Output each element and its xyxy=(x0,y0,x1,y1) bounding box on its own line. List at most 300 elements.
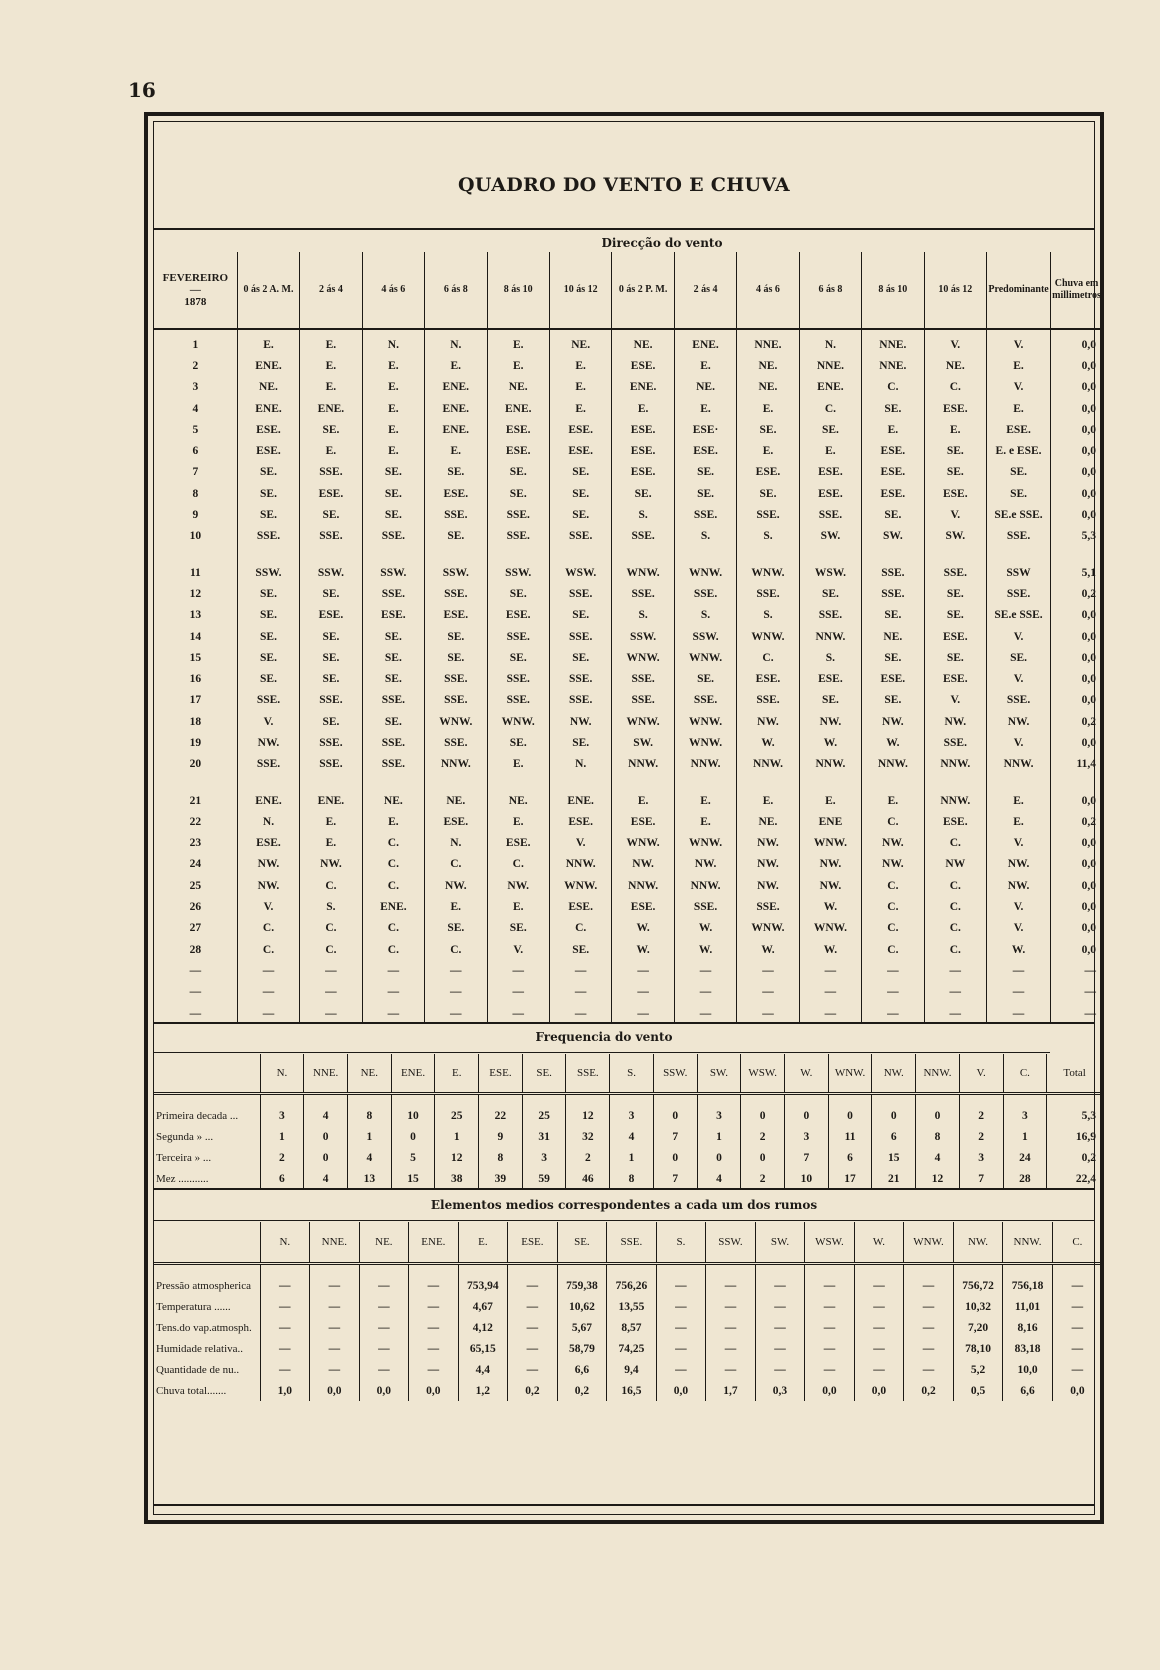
dash-cell: — xyxy=(549,1003,611,1024)
direction-cell: SE. xyxy=(487,732,549,753)
direction-cell: NW. xyxy=(799,854,861,875)
elements-cell: — xyxy=(755,1296,805,1317)
direction-cell: SSW. xyxy=(300,562,362,583)
direction-cell: SE. xyxy=(737,483,799,504)
direction-cell: SSE. xyxy=(799,504,861,525)
predominant-cell: V. xyxy=(987,668,1051,689)
elements-cell: 11,01 xyxy=(1003,1296,1053,1317)
direction-cell: SE. xyxy=(924,583,986,604)
direction-cell: C. xyxy=(425,939,487,960)
elements-cell: 8,57 xyxy=(607,1317,657,1338)
direction-cell: E. xyxy=(487,355,549,376)
direction-cell: SSE. xyxy=(549,626,611,647)
direction-cell: E. xyxy=(487,329,549,355)
elements-cell: — xyxy=(409,1264,459,1297)
direction-cell: NNE. xyxy=(862,355,924,376)
frequency-cell: 8 xyxy=(610,1168,654,1189)
direction-cell: SSE. xyxy=(612,690,674,711)
dash-cell: — xyxy=(924,1003,986,1024)
empty-day-row xyxy=(154,960,1102,981)
elements-cell: 0,2 xyxy=(904,1380,954,1401)
direction-cell: SE. xyxy=(425,462,487,483)
dash-cell: — xyxy=(154,1003,237,1024)
direction-cell: SW. xyxy=(862,526,924,547)
frequency-cell: 1 xyxy=(435,1126,479,1147)
direction-cell: SSE. xyxy=(674,583,736,604)
elements-cell: — xyxy=(706,1359,756,1380)
frequency-cell: 25 xyxy=(435,1094,479,1127)
direction-cell: SSE. xyxy=(924,562,986,583)
interval-header: 0 ás 2 A. M. xyxy=(237,252,299,329)
frequency-cell: 3 xyxy=(697,1094,741,1127)
frequency-cell: 1 xyxy=(1003,1126,1047,1147)
direction-cell: E. xyxy=(425,896,487,917)
gap-cell xyxy=(612,547,674,562)
elements-cell: — xyxy=(260,1359,310,1380)
direction-cell: NE. xyxy=(612,329,674,355)
day-row xyxy=(154,626,1102,647)
frequency-cell: 6 xyxy=(260,1168,304,1189)
direction-cell: E. xyxy=(737,398,799,419)
direction-cell: W. xyxy=(612,939,674,960)
direction-cell: SE. xyxy=(300,668,362,689)
frequency-cell: 25 xyxy=(522,1094,566,1127)
direction-cell: NW. xyxy=(799,875,861,896)
predominant-cell: V. xyxy=(987,833,1051,854)
day-number: 19 xyxy=(154,732,237,753)
direction-cell: ESE. xyxy=(362,605,424,626)
elements-row xyxy=(154,1338,1102,1359)
elements-cell: — xyxy=(755,1317,805,1338)
direction-cell: ESE. xyxy=(425,811,487,832)
direction-cell: NE. xyxy=(237,377,299,398)
direction-cell: SE. xyxy=(237,647,299,668)
elements-row xyxy=(154,1296,1102,1317)
month-label: FEVEREIRO xyxy=(162,272,229,284)
frequency-cell: 0 xyxy=(304,1147,348,1168)
elements-cell: — xyxy=(1071,1342,1084,1355)
direction-cell: SSW. xyxy=(487,562,549,583)
elements-direction-header: SSW. xyxy=(706,1222,756,1264)
direction-cell: S. xyxy=(674,526,736,547)
dash-cell: — xyxy=(862,982,924,1003)
direction-cell: E. xyxy=(300,377,362,398)
direction-cell: SE. xyxy=(300,626,362,647)
direction-cell: C. xyxy=(425,854,487,875)
direction-cell: C. xyxy=(487,854,549,875)
predominant-cell: E. xyxy=(987,398,1051,419)
dash-cell: — xyxy=(862,1003,924,1024)
direction-cell: C. xyxy=(799,398,861,419)
elements-cell: — xyxy=(260,1296,310,1317)
gap-cell xyxy=(362,547,424,562)
direction-cell: NW. xyxy=(862,711,924,732)
direction-cell: WNW. xyxy=(425,711,487,732)
direction-cell: NNE. xyxy=(862,329,924,355)
predominant-cell: SE.e SSE. xyxy=(987,605,1051,626)
direction-cell: NW. xyxy=(737,875,799,896)
direction-cell: SSE. xyxy=(612,583,674,604)
frequency-direction-header: WSW. xyxy=(741,1054,785,1094)
direction-cell: WNW. xyxy=(487,711,549,732)
direction-cell: C. xyxy=(300,939,362,960)
direction-cell: ENE xyxy=(799,811,861,832)
gap-cell xyxy=(862,547,924,562)
elements-direction-header: NE. xyxy=(359,1222,409,1264)
direction-cell: SSE. xyxy=(237,690,299,711)
direction-cell: NNW. xyxy=(425,754,487,775)
direction-cell: ENE. xyxy=(362,896,424,917)
frequency-direction-header: NW. xyxy=(872,1054,916,1094)
dash-cell: — xyxy=(425,1003,487,1024)
elements-cell: 10,32 xyxy=(953,1296,1003,1317)
rain-cell: 0,0 xyxy=(1081,858,1096,871)
interval-header: 6 ás 8 xyxy=(799,252,861,329)
day-row xyxy=(154,754,1102,775)
direction-cell: SE. xyxy=(674,668,736,689)
elements-direction-header: WNW. xyxy=(904,1222,954,1264)
elements-cell: 0,0 xyxy=(409,1380,459,1401)
direction-cell: SE. xyxy=(549,605,611,626)
direction-cell: SE. xyxy=(362,711,424,732)
gap-cell xyxy=(300,547,362,562)
elements-row-label: Chuva total....... xyxy=(154,1380,260,1401)
rain-cell: 0,0 xyxy=(1081,673,1096,686)
elements-cell: 756,72 xyxy=(953,1264,1003,1297)
direction-cell: SSW. xyxy=(362,562,424,583)
dash-cell: — xyxy=(799,982,861,1003)
direction-cell: E. xyxy=(487,811,549,832)
dash-cell: — xyxy=(1084,964,1096,977)
elements-cell: 10,0 xyxy=(1003,1359,1053,1380)
elements-cell: — xyxy=(904,1296,954,1317)
elements-cell: — xyxy=(755,1264,805,1297)
elements-cell: 1,7 xyxy=(706,1380,756,1401)
frequency-cell: 24 xyxy=(1003,1147,1047,1168)
direction-cell: ENE. xyxy=(237,790,299,811)
frequency-total-cell: 0,2 xyxy=(1081,1151,1096,1164)
direction-cell: C. xyxy=(862,875,924,896)
direction-cell: SSW. xyxy=(425,562,487,583)
gap-cell xyxy=(612,775,674,790)
direction-cell: WNW. xyxy=(674,732,736,753)
direction-cell: N. xyxy=(425,833,487,854)
direction-cell: SSW. xyxy=(674,626,736,647)
predominant-cell: NW. xyxy=(987,875,1051,896)
frequency-cell: 0 xyxy=(391,1126,435,1147)
empty-day-row xyxy=(154,1003,1102,1024)
direction-cell: SE. xyxy=(425,626,487,647)
frequency-cell: 2 xyxy=(959,1094,1003,1127)
direction-cell: E. xyxy=(862,419,924,440)
day-number: 17 xyxy=(154,690,237,711)
page-number: 16 xyxy=(128,78,156,102)
direction-cell: SE. xyxy=(362,647,424,668)
frequency-cell: 1 xyxy=(610,1147,654,1168)
direction-cell: E. xyxy=(300,811,362,832)
direction-cell: ESE. xyxy=(862,668,924,689)
elements-cell: — xyxy=(805,1264,855,1297)
dash-cell: — xyxy=(987,1003,1051,1024)
elements-cell: 16,5 xyxy=(607,1380,657,1401)
direction-cell: NW. xyxy=(799,711,861,732)
frequency-cell: 3 xyxy=(785,1126,829,1147)
direction-cell: WNW. xyxy=(612,562,674,583)
frequency-row-label: Mez ........... xyxy=(154,1168,260,1189)
direction-cell: SE. xyxy=(924,647,986,668)
direction-cell: SE. xyxy=(612,483,674,504)
direction-cell: NNW. xyxy=(799,754,861,775)
direction-cell: NE. xyxy=(737,811,799,832)
dash-cell: — xyxy=(300,960,362,981)
frequency-cell: 8 xyxy=(479,1147,523,1168)
dash-cell: — xyxy=(1084,1007,1096,1020)
direction-cell: SE. xyxy=(300,711,362,732)
frequency-cell: 12 xyxy=(566,1094,610,1127)
predominant-cell: NW. xyxy=(987,854,1051,875)
dash-cell: — xyxy=(674,1003,736,1024)
direction-cell: E. xyxy=(425,440,487,461)
frequency-row-label: Primeira decada ... xyxy=(154,1094,260,1127)
rain-cell: 0,0 xyxy=(1081,338,1096,351)
rain-cell: 0,0 xyxy=(1081,694,1096,707)
gap-cell xyxy=(487,775,549,790)
direction-cell: WNW. xyxy=(737,626,799,647)
dash-cell: — xyxy=(612,982,674,1003)
elements-cell: — xyxy=(904,1264,954,1297)
direction-cell: C. xyxy=(862,811,924,832)
elements-cell: — xyxy=(904,1317,954,1338)
rain-cell: 0,0 xyxy=(1081,509,1096,522)
direction-cell: SE. xyxy=(549,504,611,525)
frequency-direction-header: C. xyxy=(1003,1054,1047,1094)
predominant-cell: E. xyxy=(987,811,1051,832)
dash-cell: — xyxy=(737,1003,799,1024)
rain-cell: 0,0 xyxy=(1081,402,1096,415)
frequency-direction-header: SSW. xyxy=(653,1054,697,1094)
day-number: 8 xyxy=(154,483,237,504)
rain-cell: 0,0 xyxy=(1081,901,1096,914)
dash-cell: — xyxy=(300,982,362,1003)
direction-cell: NE. xyxy=(362,790,424,811)
direction-cell: V. xyxy=(487,939,549,960)
day-row xyxy=(154,605,1102,626)
elements-cell: — xyxy=(706,1317,756,1338)
predominant-cell: V. xyxy=(987,732,1051,753)
elements-direction-header: N. xyxy=(260,1222,310,1264)
direction-cell: W. xyxy=(799,939,861,960)
elements-direction-header: NW. xyxy=(953,1222,1003,1264)
rain-cell: 0,0 xyxy=(1081,943,1096,956)
direction-cell: E. xyxy=(799,790,861,811)
direction-cell: E. xyxy=(737,440,799,461)
frequency-cell: 6 xyxy=(828,1147,872,1168)
elements-cell: — xyxy=(706,1338,756,1359)
gap-cell xyxy=(987,547,1051,562)
direction-cell: C. xyxy=(300,875,362,896)
day-number: 23 xyxy=(154,833,237,854)
day-row xyxy=(154,790,1102,811)
day-number: 13 xyxy=(154,605,237,626)
frequency-total-header: Total xyxy=(1047,1054,1102,1094)
direction-cell: ESE. xyxy=(612,355,674,376)
direction-cell: SE. xyxy=(799,583,861,604)
dash-cell: — xyxy=(924,960,986,981)
rain-cell: 0,0 xyxy=(1081,736,1096,749)
predominant-cell: SSE. xyxy=(987,690,1051,711)
elements-cell: — xyxy=(805,1317,855,1338)
direction-cell: SSE. xyxy=(612,668,674,689)
direction-cell: E. xyxy=(674,790,736,811)
direction-cell: SE. xyxy=(237,605,299,626)
direction-cell: E. xyxy=(799,440,861,461)
gap-cell xyxy=(362,775,424,790)
gap-cell xyxy=(487,547,549,562)
frequency-cell: 3 xyxy=(959,1147,1003,1168)
direction-cell: NNE. xyxy=(799,355,861,376)
dash-cell: — xyxy=(487,982,549,1003)
direction-cell: W. xyxy=(674,918,736,939)
frequency-direction-header: W. xyxy=(785,1054,829,1094)
gap-cell xyxy=(549,547,611,562)
direction-cell: S. xyxy=(674,605,736,626)
dash-cell: — xyxy=(362,1003,424,1024)
frequency-cell: 1 xyxy=(697,1126,741,1147)
direction-cell: C. xyxy=(362,854,424,875)
day-number: 27 xyxy=(154,918,237,939)
day-row xyxy=(154,690,1102,711)
direction-cell: W. xyxy=(674,939,736,960)
elements-direction-header: WSW. xyxy=(805,1222,855,1264)
frequency-cell: 0 xyxy=(653,1094,697,1127)
gap-cell xyxy=(737,547,799,562)
direction-cell: W. xyxy=(799,896,861,917)
elements-cell: 1,0 xyxy=(260,1380,310,1401)
frequency-cell: 39 xyxy=(479,1168,523,1189)
rule-above-frequency xyxy=(154,1022,1094,1024)
elements-cell: — xyxy=(1071,1363,1084,1376)
direction-cell: E. xyxy=(362,811,424,832)
direction-cell: NE. xyxy=(737,355,799,376)
elements-cell: — xyxy=(409,1296,459,1317)
elements-cell: — xyxy=(359,1264,409,1297)
elements-cell: 10,62 xyxy=(557,1296,607,1317)
frequency-direction-header: V. xyxy=(959,1054,1003,1094)
direction-cell: ESE. xyxy=(799,668,861,689)
direction-cell: ESE. xyxy=(300,483,362,504)
direction-cell: SE. xyxy=(425,918,487,939)
direction-cell: ESE. xyxy=(300,605,362,626)
direction-cell: WSW. xyxy=(549,562,611,583)
direction-cell: SSE. xyxy=(425,668,487,689)
direction-cell: ESE. xyxy=(549,896,611,917)
gap-cell xyxy=(674,775,736,790)
direction-cell: C. xyxy=(924,896,986,917)
direction-cell: S. xyxy=(612,504,674,525)
frequency-direction-header: ENE. xyxy=(391,1054,435,1094)
frequency-cell: 2 xyxy=(566,1147,610,1168)
direction-cell: SSE. xyxy=(300,754,362,775)
direction-cell: N. xyxy=(549,754,611,775)
direction-cell: SE. xyxy=(237,504,299,525)
direction-cell: WNW. xyxy=(799,833,861,854)
direction-cell: N. xyxy=(799,329,861,355)
elements-cell: — xyxy=(706,1296,756,1317)
gap-cell xyxy=(674,547,736,562)
frequency-cell: 7 xyxy=(653,1126,697,1147)
direction-cell: E. xyxy=(300,833,362,854)
elements-direction-header: ESE. xyxy=(508,1222,558,1264)
direction-cell: C. xyxy=(300,918,362,939)
day-row xyxy=(154,854,1102,875)
direction-cell: NNW. xyxy=(924,790,986,811)
day-row xyxy=(154,504,1102,525)
frequency-direction-header: NNE. xyxy=(304,1054,348,1094)
direction-cell: SSE. xyxy=(425,583,487,604)
direction-cell: SSE. xyxy=(549,526,611,547)
elements-cell: 9,4 xyxy=(607,1359,657,1380)
direction-cell: SSE. xyxy=(300,732,362,753)
direction-cell: SW. xyxy=(799,526,861,547)
direction-cell: ENE. xyxy=(549,790,611,811)
rain-cell: 5,1 xyxy=(1081,566,1096,579)
day-row xyxy=(154,483,1102,504)
rain-cell: 0,0 xyxy=(1081,837,1096,850)
direction-cell: E. xyxy=(362,398,424,419)
frequency-direction-header: SE. xyxy=(522,1054,566,1094)
frequency-cell: 0 xyxy=(741,1147,785,1168)
frequency-direction-header: SSE. xyxy=(566,1054,610,1094)
direction-cell: SE. xyxy=(862,690,924,711)
day-number: 18 xyxy=(154,711,237,732)
elements-direction-header: SSE. xyxy=(607,1222,657,1264)
direction-cell: ESE. xyxy=(487,440,549,461)
direction-cell: SE. xyxy=(362,483,424,504)
direction-cell: WNW. xyxy=(674,833,736,854)
day-row xyxy=(154,562,1102,583)
elements-cell: 0,0 xyxy=(656,1380,706,1401)
direction-cell: C. xyxy=(862,896,924,917)
direction-cell: E. xyxy=(674,355,736,376)
rule-under-frequency-title xyxy=(154,1052,1050,1053)
direction-cell: E. xyxy=(737,790,799,811)
elements-cell: — xyxy=(706,1264,756,1297)
direction-cell: C. xyxy=(362,833,424,854)
dash-cell: — xyxy=(487,960,549,981)
dash-cell: — xyxy=(799,1003,861,1024)
predominant-cell: SSW xyxy=(987,562,1051,583)
elements-cell: 5,67 xyxy=(557,1317,607,1338)
frequency-direction-header: NE. xyxy=(347,1054,391,1094)
frequency-cell: 15 xyxy=(872,1147,916,1168)
gap-cell xyxy=(799,547,861,562)
elements-cell: 7,20 xyxy=(953,1317,1003,1338)
direction-cell: ESE· xyxy=(674,419,736,440)
elements-cell: — xyxy=(310,1317,360,1338)
direction-cell: WNW. xyxy=(549,875,611,896)
direction-cell: SSE. xyxy=(549,583,611,604)
direction-cell: E. xyxy=(237,329,299,355)
rain-cell: 0,0 xyxy=(1081,609,1096,622)
frequency-cell: 10 xyxy=(391,1094,435,1127)
direction-cell: ENE. xyxy=(425,419,487,440)
direction-cell: NNW. xyxy=(674,875,736,896)
direction-cell: NE. xyxy=(487,377,549,398)
frequency-cell: 38 xyxy=(435,1168,479,1189)
direction-cell: SE. xyxy=(237,668,299,689)
frequency-body xyxy=(154,1094,1102,1190)
elements-cell: 0,3 xyxy=(755,1380,805,1401)
